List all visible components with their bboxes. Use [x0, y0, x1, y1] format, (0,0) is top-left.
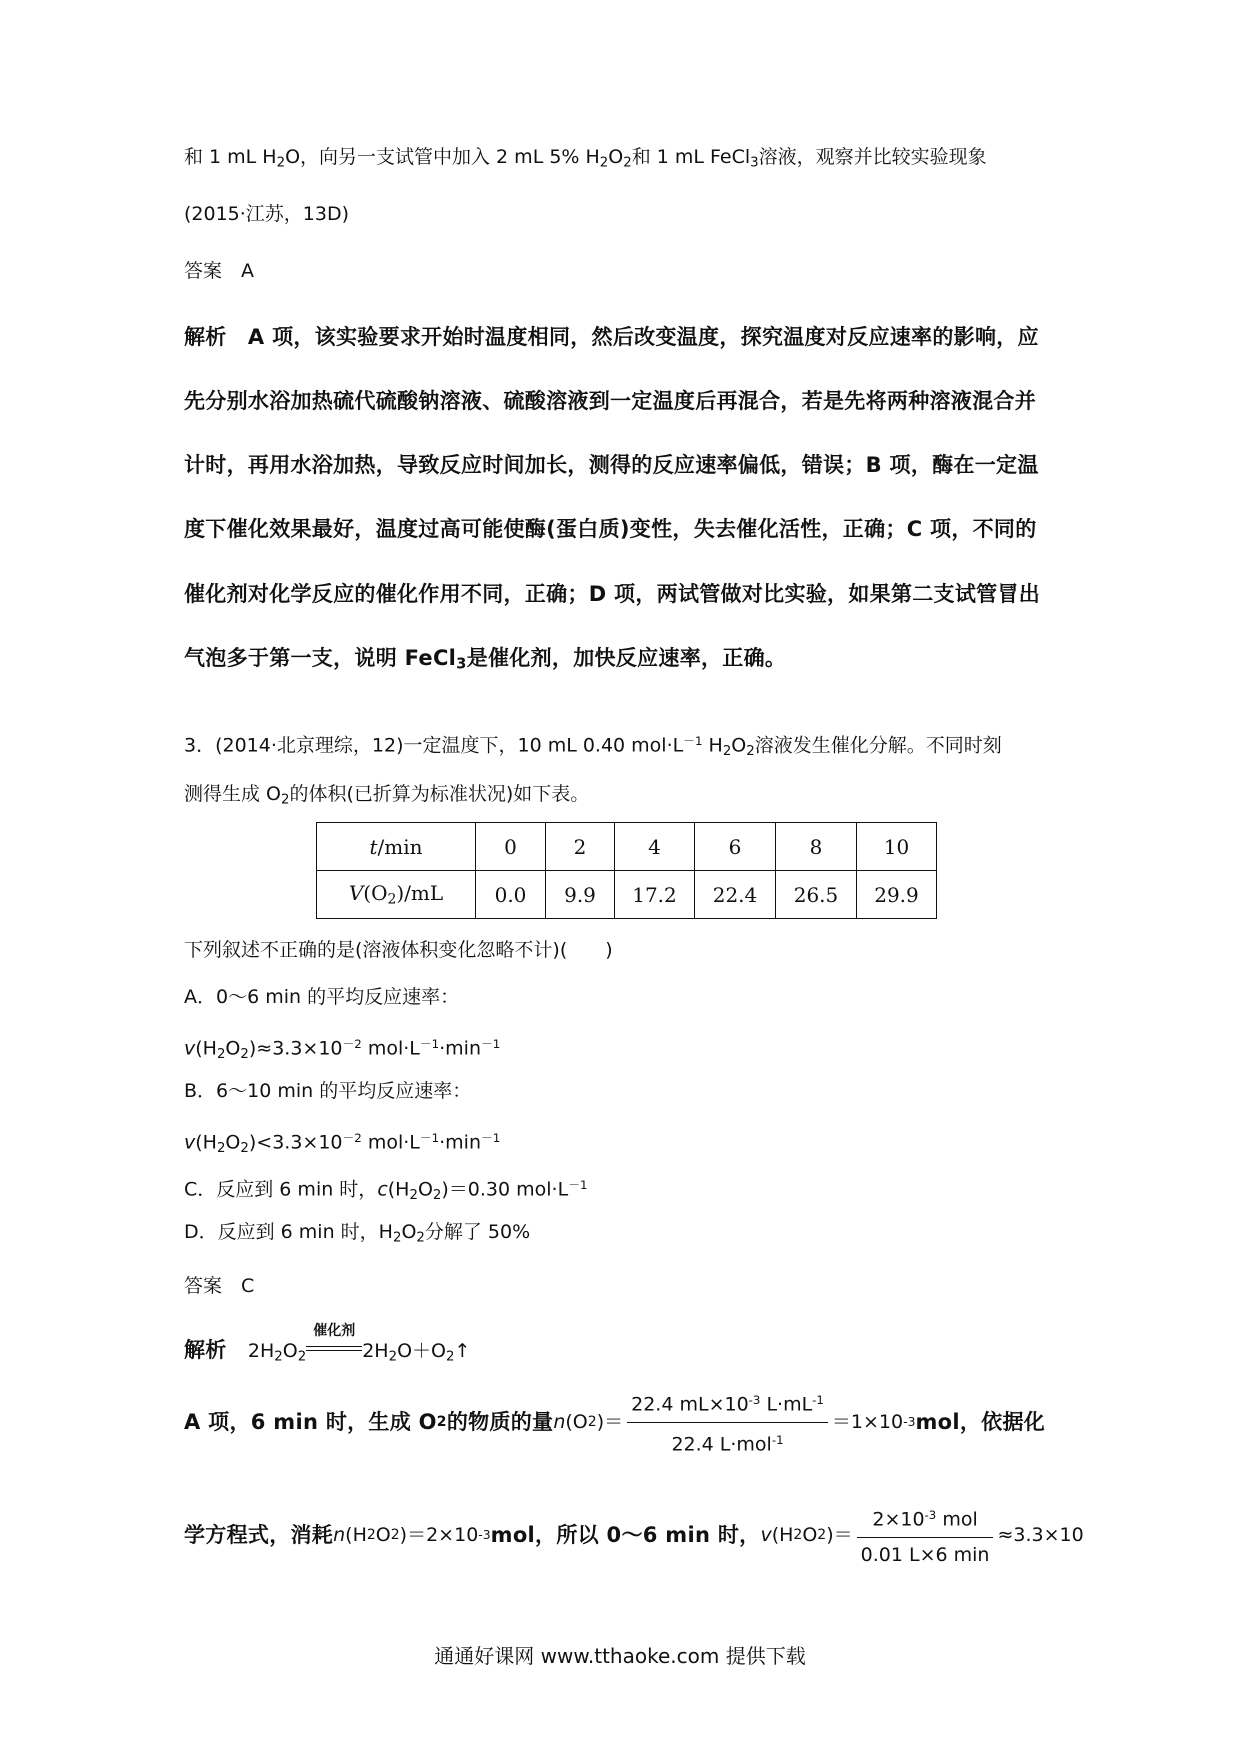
subscript: 2 [240, 1046, 249, 1062]
text-seg: H [702, 734, 723, 757]
table-cell: 22.4 [695, 871, 776, 919]
reaction-condition [306, 1323, 362, 1365]
subscript: 2 [276, 155, 286, 171]
text-seg: 溶液发生催化分解。不同时刻 [754, 734, 1002, 757]
q3-analysis-line-b: 学方程式，消耗 n (H 2 O 2 ) ＝2×10 -3 mol，所以 0～6 min 时， v (H 2 O 2 ) ＝ $\frac{2\times 10^{-3} mol}{0.01 L\times 6 \min}$ ≈3.3×10 [184, 1500, 1084, 1570]
option-b-line-2: $v(H_2O_2)<3.3\times 10^{-2}$ $mol\cdot L^{-1}\cdot\min^{-1}$ [184, 1131, 501, 1156]
prev-question-line-1 [184, 143, 987, 177]
table-row [317, 823, 937, 871]
q3-stem: 下列叙述不正确的是(溶液体积变化忽略不计)( ) [184, 939, 613, 961]
superscript: －1 [568, 1178, 588, 1192]
subscript: 3 [750, 155, 759, 171]
numerator [857, 1501, 994, 1537]
subscript: 2 [409, 1187, 418, 1203]
text-seg: ＝0.30 mol·L [448, 1178, 569, 1201]
table-cell: 2 [546, 823, 615, 871]
prev-analysis-line-5: 催化剂对化学反应的催化作用不同，正确；D 项，两试管做对比实验，如果第二支试管冒出 [184, 582, 1041, 606]
text-seg: (H [345, 1524, 367, 1546]
superscript: -3 [748, 1393, 761, 1408]
subscript: 2 [436, 1414, 447, 1430]
text-seg: 2×10 [872, 1508, 925, 1531]
subscript: 2 [274, 1349, 283, 1365]
subscript: 2 [416, 1230, 425, 1246]
q3-line-2 [184, 780, 589, 814]
text-seg: ) [399, 1524, 408, 1546]
subscript: 2 [240, 1140, 249, 1156]
var-c: c [377, 1178, 388, 1201]
subscript: 3 [456, 655, 467, 673]
text-seg: 的体积(已折算为标准状况)如下表。 [289, 783, 590, 805]
prev-analysis-line-3: 计时，再用水浴加热，导致反应时间加长，测得的反应速率偏低，错误；B 项，酶在一定温 [184, 453, 1039, 477]
data-table [316, 822, 937, 919]
prev-analysis-line-2: 先分别水浴加热硫代硫酸钠溶液、硫酸溶液到一定温度后再混合，若是先将两种溶液混合并 [184, 389, 1036, 413]
text-seg: ≈3.3×10 [997, 1524, 1084, 1546]
subscript: 2 [366, 1527, 376, 1543]
text-seg: (O [363, 881, 388, 906]
q3-answer: 答案 C [184, 1275, 255, 1297]
text-seg: 2H [247, 1340, 275, 1362]
superscript: －1 [419, 1037, 440, 1051]
var-v: V [348, 881, 364, 906]
var-n: n [553, 1411, 566, 1433]
table-cell: 0.0 [476, 871, 546, 919]
var-n: n [333, 1524, 346, 1546]
var-v: v [184, 1131, 196, 1154]
superscript: －1 [683, 734, 703, 748]
text-seg: 22.4 L·mol [671, 1432, 772, 1455]
text-seg: O，向另一支试管中加入 2 mL 5% H [285, 146, 600, 168]
subscript: 2 [722, 743, 732, 759]
text-seg: mol [936, 1508, 978, 1531]
text-seg: O [401, 1221, 417, 1243]
table-cell: 17.2 [615, 871, 695, 919]
superscript: －1 [481, 1131, 501, 1145]
text-seg: 气泡多于第一支，说明 FeCl [184, 646, 457, 670]
text-seg: ·min [439, 1131, 481, 1154]
table-cell: 4 [615, 823, 695, 871]
text-seg: O＋O [397, 1340, 446, 1362]
text-seg: 溶液，观察并比较实验现象 [758, 146, 987, 168]
denominator [627, 1423, 828, 1458]
text-seg: 学方程式，消耗 [184, 1523, 334, 1547]
text-seg: 22.4 mL×10 [631, 1393, 749, 1416]
text-seg: mol·L [361, 1037, 420, 1060]
text-seg: ＝ [833, 1524, 853, 1546]
subscript: 2 [817, 1527, 827, 1543]
text-seg: A 项，6 min 时，生成 O [184, 1410, 437, 1434]
subscript: 2 [390, 1527, 400, 1543]
option-a-line-2: $v(H_2O_2)\approx 3.3\times 10^{-2}$ $mol\cdot L^{-1}\cdot\min^{-1}$ [184, 1037, 501, 1062]
text-seg: ) [248, 1037, 257, 1060]
text-seg: (H [387, 1178, 410, 1201]
superscript: -1 [812, 1393, 824, 1408]
catalyst-label: 催化剂 [313, 1323, 356, 1339]
var-v: v [760, 1524, 772, 1546]
prev-question-source: (2015·江苏，13D) [184, 203, 350, 225]
text-seg: mol，依据化 [915, 1410, 1046, 1434]
subscript: 2 [216, 1140, 226, 1156]
text-seg: )/mL [396, 881, 444, 906]
text-seg: (O [565, 1411, 588, 1433]
subscript: 2 [432, 1187, 442, 1203]
superscript: -3 [903, 1414, 916, 1429]
denominator: 0.01 L×6 min [860, 1543, 990, 1566]
q3-line-1 [184, 727, 1002, 766]
analysis-label: 解析 [184, 1338, 248, 1362]
option-a-line-1: A．0～6 min 的平均反应速率： [184, 986, 460, 1008]
text-seg: ＝1×10 [831, 1411, 904, 1433]
text-seg: ) [596, 1411, 605, 1433]
subscript: 2 [387, 891, 397, 908]
text-seg: ) [826, 1524, 834, 1546]
subscript: 2 [281, 792, 290, 808]
text-seg: 2H [362, 1340, 389, 1362]
table-header-cell [317, 871, 476, 919]
text-seg: D．反应到 6 min 时，H [184, 1221, 393, 1243]
subscript: 2 [746, 743, 755, 759]
superscript: －2 [342, 1131, 362, 1145]
text-seg: 和 1 mL FeCl [631, 146, 751, 168]
superscript: -3 [478, 1527, 491, 1542]
text-seg: ＝ [604, 1411, 624, 1433]
table-row [317, 871, 937, 919]
page-footer: 通通好课网 www.tthaoke.com 提供下载 [434, 1644, 806, 1668]
text-seg: ) [248, 1131, 257, 1154]
subscript: 2 [599, 155, 609, 171]
var-t: t [369, 834, 378, 859]
numerator [627, 1386, 828, 1422]
text-seg: 分解了 50% [424, 1221, 531, 1243]
superscript: －1 [419, 1131, 440, 1145]
text-seg: ·min [439, 1037, 481, 1060]
option-d [184, 1218, 530, 1252]
subscript: 2 [793, 1527, 803, 1543]
prev-answer: 答案 A [184, 260, 254, 282]
text-seg: 测得生成 O [184, 783, 281, 805]
text-seg: O [731, 734, 747, 757]
prev-analysis-line-4: 度下催化效果最好，温度过高可能使酶(蛋白质)变性，失去催化活性，正确；C 项，不同的 [184, 517, 1037, 541]
table-cell: 8 [776, 823, 857, 871]
text-seg: <3.3×10 [256, 1131, 343, 1154]
option-c: C．反应到 6 min 时，$c(H_2O_2)=0.30$ $mol\cdot L^{-1}$ [184, 1178, 588, 1203]
text-seg: 3．(2014·北京理综，12)一定温度下，10 mL 0.40 mol·L [184, 734, 684, 757]
text-seg: mol，所以 0～6 min 时， [490, 1523, 761, 1547]
subscript: 2 [216, 1046, 226, 1062]
fraction [857, 1501, 994, 1568]
table-cell: 0 [476, 823, 546, 871]
table-cell: 6 [695, 823, 776, 871]
text-seg: ≈3.3×10 [256, 1037, 343, 1060]
superscript: －2 [342, 1037, 362, 1051]
text-seg: 是催化剂，加快反应速率，正确。 [466, 646, 787, 670]
text-seg: L·mL [760, 1393, 813, 1416]
fraction [627, 1386, 828, 1458]
text-seg: ＝2×10 [407, 1524, 479, 1546]
text-seg: (H [771, 1524, 794, 1546]
table-cell: 26.5 [776, 871, 857, 919]
subscript: 2 [445, 1349, 455, 1365]
option-b-line-1: B．6～10 min 的平均反应速率： [184, 1080, 472, 1102]
superscript: -1 [771, 1432, 784, 1447]
q3-equation-line: 解析 $2H_2O_2$ 催化剂 $2H_2O+O_2↑$ [184, 1336, 470, 1371]
unit: /min [377, 834, 423, 859]
text-seg: C．反应到 6 min 时， [184, 1178, 378, 1201]
subscript: 2 [587, 1414, 597, 1430]
text-seg: (H [195, 1131, 217, 1154]
superscript: －1 [481, 1037, 501, 1051]
table-cell: 10 [857, 823, 937, 871]
text-seg: 的物质的量 [446, 1410, 554, 1434]
q3-analysis-line-a [184, 1387, 1045, 1457]
text-seg: ) [441, 1178, 449, 1201]
text-seg: mol·L [361, 1131, 420, 1154]
subscript: 2 [297, 1349, 307, 1365]
text-seg: 和 1 mL H [184, 146, 277, 168]
prev-analysis-line-1: 解析 A 项，该实验要求开始时温度相同，然后改变温度，探究温度对反应速率的影响，应 [184, 325, 1039, 349]
subscript: 2 [388, 1349, 398, 1365]
text-seg: (H [195, 1037, 217, 1060]
superscript: -3 [924, 1508, 937, 1523]
gas-arrow-icon: ↑ [454, 1340, 471, 1362]
table-cell: 29.9 [857, 871, 937, 919]
prev-analysis-line-6 [184, 644, 786, 679]
table-cell: 9.9 [546, 871, 615, 919]
subscript: 2 [392, 1230, 402, 1246]
table-header-cell [317, 823, 476, 871]
subscript: 2 [623, 155, 632, 171]
equals-bar [306, 1346, 362, 1351]
var-v: v [184, 1037, 196, 1060]
text-seg: O [608, 146, 624, 168]
